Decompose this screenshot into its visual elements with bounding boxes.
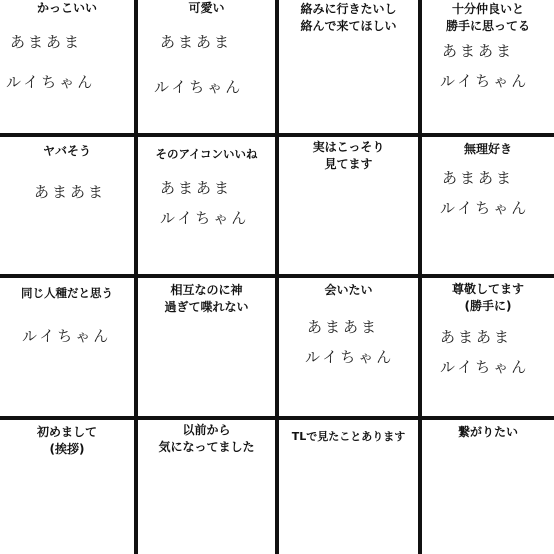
cell-title: そのアイコンいいね xyxy=(155,147,258,161)
cell-title: 会いたい xyxy=(324,283,373,297)
handwritten-name: あまあま xyxy=(442,42,515,60)
cell-title: 同じ人種だと思う xyxy=(21,286,113,300)
handwritten-name: ルイちゃん xyxy=(154,78,244,96)
grid-cell xyxy=(422,420,554,554)
handwritten-name: ルイちゃん xyxy=(305,348,395,366)
handwritten-name: あまあま xyxy=(440,328,513,346)
cell-title: 実はこっそり 見てます xyxy=(312,140,385,171)
grid-cell xyxy=(279,137,418,274)
grid-cell xyxy=(422,137,554,274)
handwritten-name: あまあま xyxy=(307,318,380,336)
cell-title: 十分仲良いと 勝手に思ってる xyxy=(445,2,530,33)
grid-cell xyxy=(138,137,275,274)
grid-cell xyxy=(422,0,554,133)
cell-title: 以前から 気になってました xyxy=(158,423,255,454)
handwritten-name: ルイちゃん xyxy=(160,209,250,227)
cell-title: かっこいい xyxy=(36,1,97,15)
grid-cell xyxy=(138,0,275,133)
grid-cell xyxy=(422,278,554,416)
handwritten-name: ルイちゃん xyxy=(22,327,112,345)
grid-cell xyxy=(0,137,134,274)
handwritten-name: あまあま xyxy=(10,33,83,51)
cell-title: 尊敬してます (勝手に) xyxy=(451,282,524,313)
handwritten-name: ルイちゃん xyxy=(440,199,530,217)
cell-title: TLで見たことあります xyxy=(291,430,406,443)
grid-cell xyxy=(138,278,275,416)
handwritten-name: あまあま xyxy=(442,169,515,187)
cell-title: 初めまして (挨拶) xyxy=(36,425,97,456)
handwritten-name: ルイちゃん xyxy=(440,358,530,376)
cell-title: ヤバそう xyxy=(42,144,91,158)
cell-title: 無理好き xyxy=(463,142,512,156)
handwritten-name: あまあま xyxy=(160,33,233,51)
cell-title: 相互なのに神 過ぎて喋れない xyxy=(164,283,249,314)
handwritten-name: ルイちゃん xyxy=(6,73,96,91)
grid-cell xyxy=(279,278,418,416)
grid-cell xyxy=(279,420,418,554)
grid-cell xyxy=(0,0,134,133)
cell-title: 可愛い xyxy=(188,1,225,15)
cell-title: 繋がりたい xyxy=(457,425,518,439)
grid-cell xyxy=(138,420,275,554)
grid-cell xyxy=(0,278,134,416)
handwritten-name: あまあま xyxy=(34,183,107,201)
grid-cell xyxy=(279,0,418,133)
cell-title: 絡みに行きたいし 絡んで来てほしい xyxy=(300,2,397,33)
handwritten-name: あまあま xyxy=(160,179,233,197)
handwritten-name: ルイちゃん xyxy=(440,72,530,90)
grid-cell xyxy=(0,420,134,554)
